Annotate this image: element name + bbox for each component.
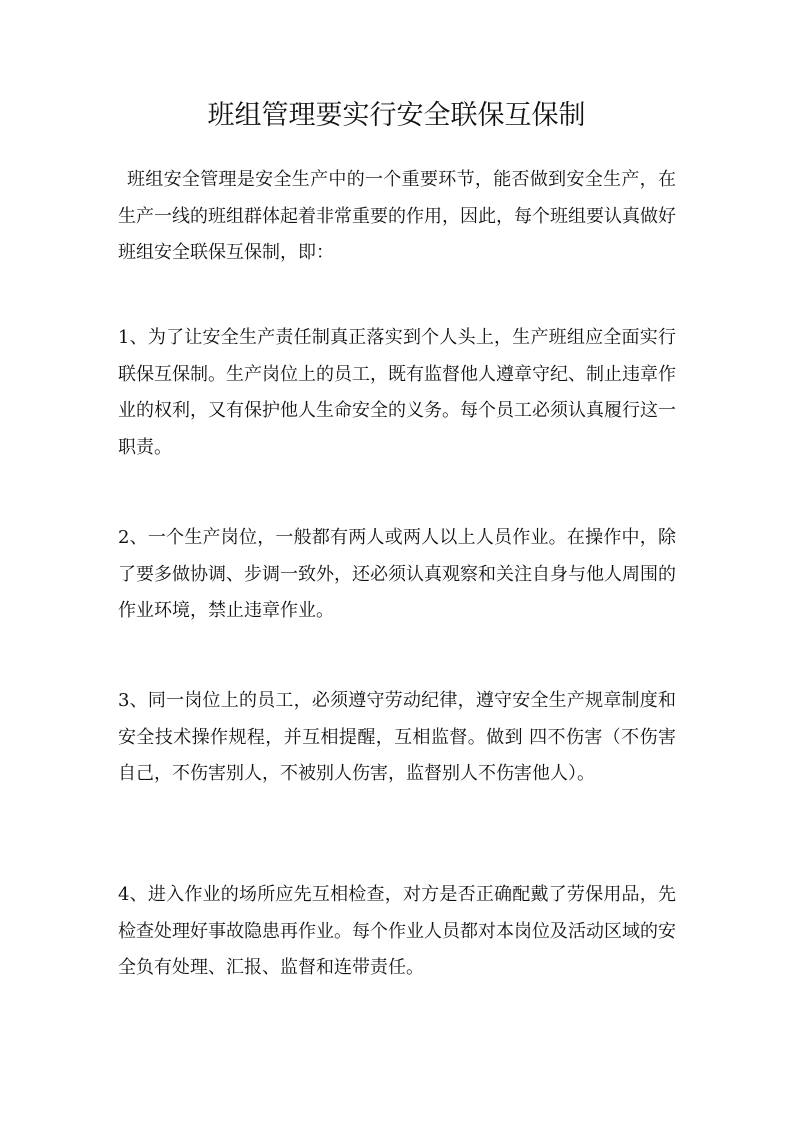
intro-paragraph: 班组安全管理是安全生产中的一个重要环节，能否做到安全生产，在生产一线的班组群体起着非常重要的作用，因此，每个班组要认真做好班组安全联保互保制，即： xyxy=(118,169,676,263)
document-title: 班组管理要实行安全联保互保制 xyxy=(207,100,586,131)
list-item-1: 1、为了让安全生产责任制真正落实到个人头上，生产班组应全面实行联保互保制。生产岗位上的员工，既有监督他人遵章守纪、制止违章作业的权利，又有保护他人生命安全的义务。每个员工必须认真履行这一职责。 xyxy=(118,327,676,458)
list-item-3: 3、同一岗位上的员工，必须遵守劳动纪律，遵守安全生产规章制度和安全技术操作规程，并互相提醒，互相监督。做到 四不伤害（不伤害自己，不伤害别人，不被别人伤害，监督别人不伤害他人）。 xyxy=(118,690,676,784)
list-item-2: 2、一个生产岗位，一般都有两人或两人以上人员作业。在操作中，除了要多做协调、步调一致外，还必须认真观察和关注自身与他人周围的作业环境，禁止违章作业。 xyxy=(118,527,676,621)
list-item-4: 4、进入作业的场所应先互相检查，对方是否正确配戴了劳保用品，先检查处理好事故隐患再作业。每个作业人员都对本岗位及活动区域的安全负有处理、汇报、监督和连带责任。 xyxy=(118,884,676,978)
